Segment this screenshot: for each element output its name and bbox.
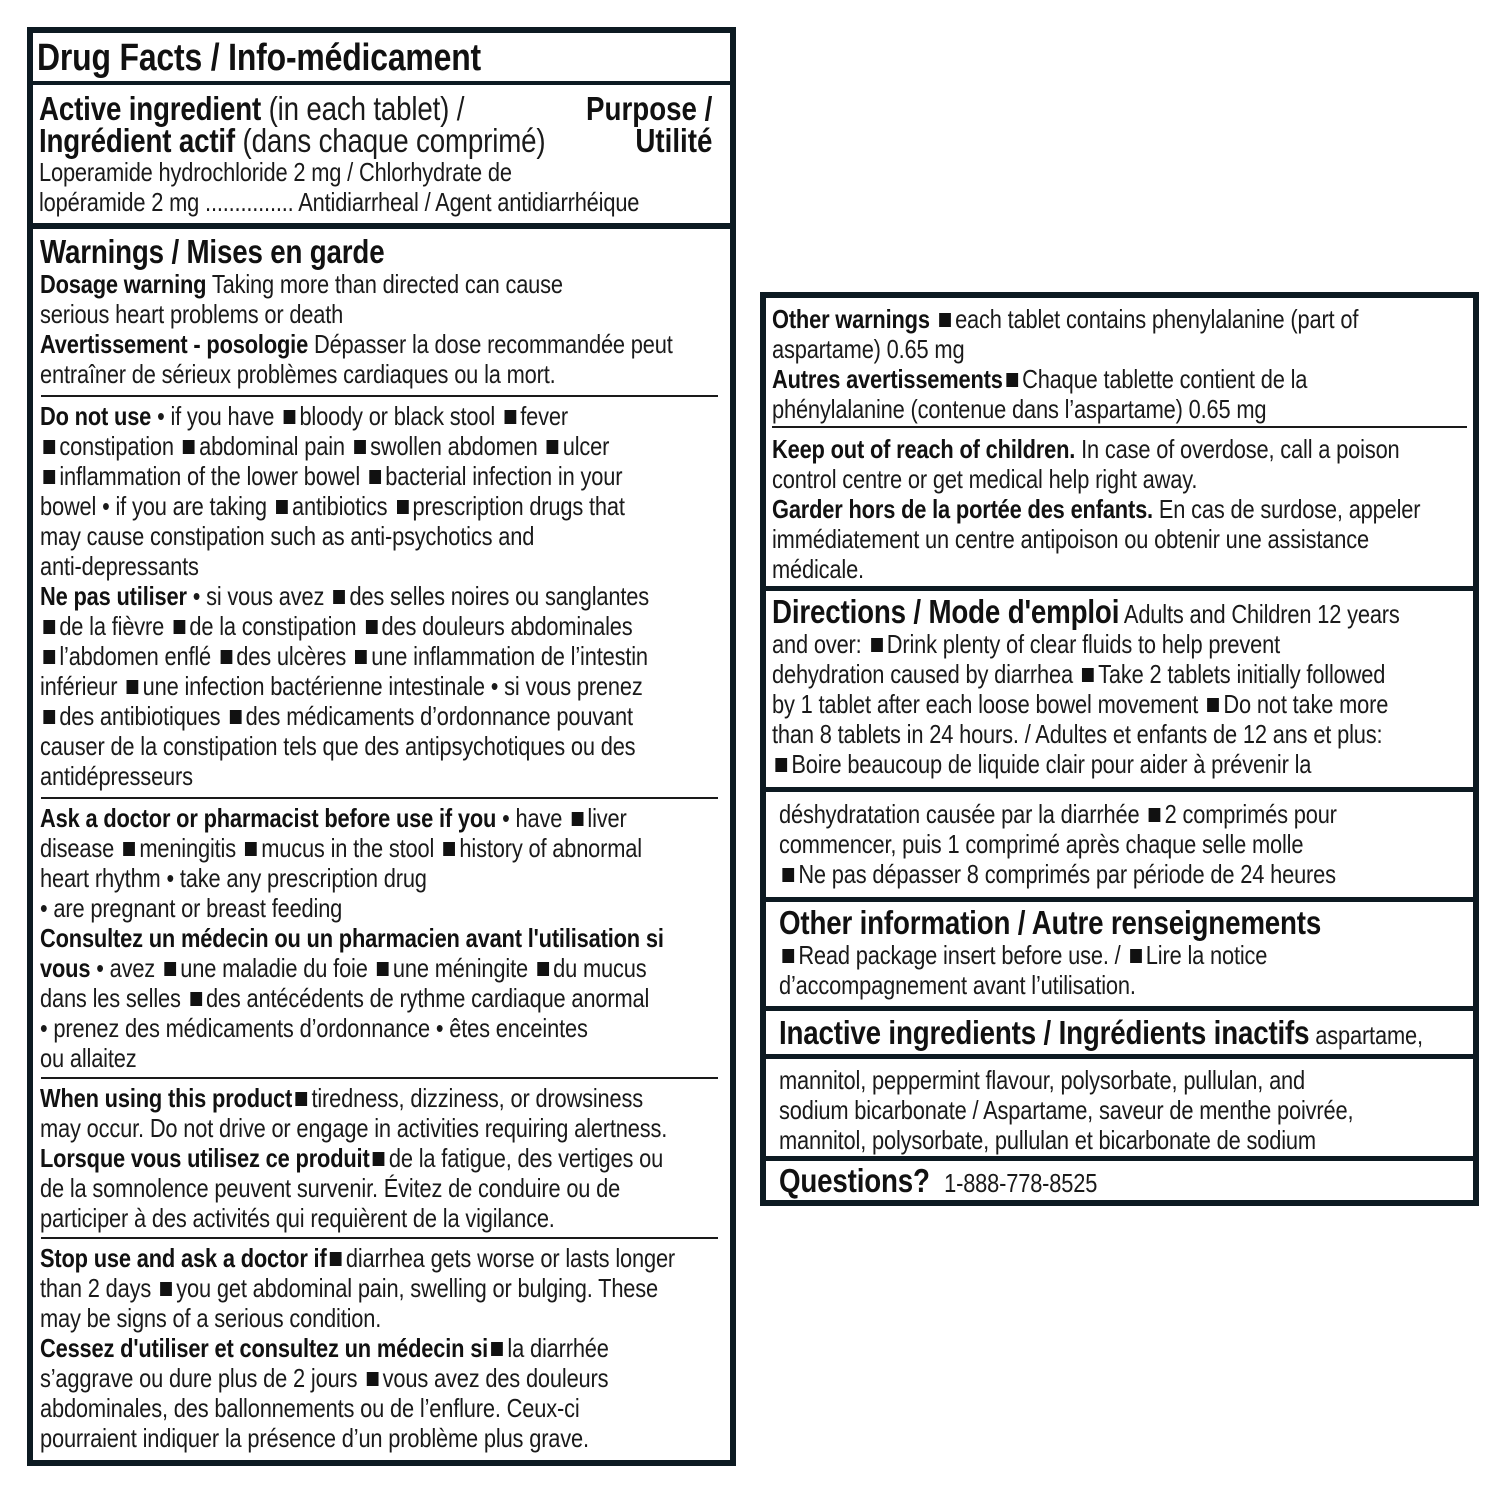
text: constipation [59,431,180,461]
bullet-square-icon [123,842,135,856]
text: déshydratation causée par la diarrhée [779,799,1146,829]
drug-facts-right-panel [760,292,1479,1206]
bullet-square-icon [871,638,883,652]
text: bloody or black stool [299,401,501,431]
bullet-square-icon [571,812,583,826]
text: du mucus [553,953,647,983]
bullet-square-icon [43,620,55,634]
text: mannitol, polysorbate, pullulan et bicarbonate de sodium [779,1125,1316,1155]
dosage-warning-fr-label: Avertissement - posologie [40,329,309,359]
directions-title: Directions / Mode d'emploi [772,595,1120,630]
text: you get abdominal pain, swelling or bulging. These [176,1273,659,1303]
text: pourraient indiquer la présence d’un problème plus grave. [40,1423,589,1453]
text: de la fatigue, des vertiges ou [388,1143,664,1173]
bullet-square-icon [245,842,257,856]
inactive-continued-section [766,1065,1473,1161]
text: control centre or get medical help right away. [772,464,1198,494]
text: than 8 tablets in 24 hours. / Adultes et enfants de 12 ans et plus: [772,719,1383,749]
text: une méningite [392,953,534,983]
other-warnings-section [766,304,1473,428]
text: dehydration caused by diarrhea [772,659,1079,689]
text: • prenez des médicaments d’ordonnance • êtes enceintes [40,1013,588,1043]
title-section [33,33,730,81]
text: • si vous avez [186,581,331,611]
dosage-warning-text-2: serious heart problems or death [40,299,344,329]
text: sodium bicarbonate / Aspartame, saveur de menthe poivrée, [779,1095,1354,1125]
text: des antécédents de rythme cardiaque anormal [205,983,650,1013]
bullet-square-icon [939,313,951,327]
bullet-square-icon [43,440,55,454]
divider [41,1237,718,1239]
bullet-square-icon [782,949,794,963]
active-ingredient-line1: Loperamide hydrochloride 2 mg / Chlorhydrate de [39,157,512,187]
text: des médicaments d’ordonnance pouvant [245,701,633,731]
bullet-square-icon [1130,949,1142,963]
text: may cause constipation such as anti-psychotics and [40,521,535,551]
text: 2 comprimés pour [1164,799,1337,829]
text: inflammation of the lower bowel [59,461,366,491]
text: Ne pas dépasser 8 comprimés par période de 24 heures [798,859,1336,889]
bullet-square-icon [377,962,389,976]
text: ulcer [562,431,610,461]
bullet-square-icon [782,868,794,882]
text: mannitol, peppermint flavour, polysorbate, pullulan, and [779,1065,1306,1095]
active-rule [33,223,730,229]
text: causer de la constipation tels que des antipsychotiques ou des [40,731,636,761]
text: swollen abdomen [370,431,544,461]
section-rule [766,897,1473,902]
text: commencer, puis 1 comprimé après chaque selle molle [779,829,1304,859]
dosage-warning-text: Taking more than directed can cause [206,269,563,299]
active-paren-en: (in each tablet) / [261,93,465,127]
other-warnings-label: Other warnings [772,304,930,334]
text: antibiotics [292,491,394,521]
text: de la constipation [189,611,363,641]
ask-doctor-label: Ask a doctor or pharmacist before use if you [40,803,497,833]
text: une infection bactérienne intestinale • si vous prenez [142,671,643,701]
ask-doctor-section [33,803,730,1075]
autres-avertissements-label: Autres avertissements [772,364,1003,394]
warnings-title: Warnings / Mises en garde [40,235,385,270]
text: Drink plenty of clear fluids to help prevent [886,629,1281,659]
text: des ulcères [236,641,352,671]
text: aspartame, [1309,1020,1423,1050]
text: une inflammation de l’intestin [371,641,648,671]
bullet-square-icon [504,410,516,424]
questions-label: Questions? [779,1164,930,1199]
inactive-title: Inactive ingredients / Ingrédients inactifs [779,1016,1310,1051]
do-not-use-label: Do not use [40,401,152,431]
text: abdominales, des ballonnements ou de l’enflure. Ceux-ci [40,1393,580,1423]
stop-use-section [33,1243,730,1458]
text: bowel • if you are taking [40,491,273,521]
purpose-label-fr: Utilité [634,122,712,159]
active-ingredient-line2: lopéramide 2 mg ............... Antidiarrheal / Agent antidiarrhéique [39,187,640,217]
section-rule [766,1006,1473,1011]
text: diarrhea gets worse or lasts longer [345,1243,676,1273]
bullet-square-icon [276,500,288,514]
consultez-label: Consultez un médecin ou un pharmacien avant l'utilisation si [40,923,664,953]
bullet-square-icon [1207,698,1219,712]
text: une maladie du foie [180,953,374,983]
garder-label: Garder hors de la portée des enfants. [772,494,1153,524]
text: des selles noires ou sanglantes [349,581,649,611]
active-label-en: Active ingredient [39,93,262,127]
text: aspartame) 0.65 mg [772,334,965,364]
text: la diarrhée [507,1333,609,1363]
text: vous avez des douleurs [382,1363,609,1393]
bullet-square-icon [43,710,55,724]
other-info-title: Other information / Autre renseignements [779,906,1322,941]
dosage-warning-fr-text: Dépasser la dose recommandée peut [308,329,673,359]
bullet-square-icon [160,1282,172,1296]
divider [772,426,1467,428]
lorsque-label: Lorsque vous utilisez ce produit [40,1143,370,1173]
bullet-square-icon [190,992,202,1006]
bullet-square-icon [373,1152,385,1166]
bullet-square-icon [164,962,176,976]
text: immédiatement un centre antipoison ou obtenir une assistance [772,524,1369,554]
text: and over: [772,629,868,659]
bullet-square-icon [537,962,549,976]
bullet-square-icon [127,680,139,694]
text: Chaque tablette contient de la [1022,364,1308,394]
bullet-square-icon [333,590,345,604]
bullet-square-icon [183,440,195,454]
bullet-square-icon [366,620,378,634]
text: prescription drugs that [412,491,625,521]
text: meningitis [139,833,242,863]
text: bacterial infection in your [385,461,623,491]
purpose-heading [586,93,712,157]
ne-pas-utiliser-label: Ne pas utiliser [40,581,187,611]
text: heart rhythm • take any prescription drug [40,863,427,893]
text: • are pregnant or breast feeding [40,893,343,923]
text: In case of overdose, call a poison [1075,434,1400,464]
section-rule [766,586,1473,591]
text: may be signs of a serious condition. [40,1303,382,1333]
text: each tablet contains phenylalanine (part of [955,304,1359,334]
text: mucus in the stool [261,833,441,863]
bullet-square-icon [547,440,559,454]
bullet-square-icon [220,650,232,664]
text: inférieur [40,671,124,701]
text: fever [520,401,568,431]
text: • have [496,803,569,833]
other-info-section [766,906,1473,1006]
text: Take 2 tablets initially followed [1098,659,1386,689]
bullet-square-icon [295,1092,307,1106]
text: • if you have [151,401,281,431]
text: d’accompagnement avant l’utilisation. [779,970,1136,1000]
text: anti-depressants [40,551,199,581]
text: des douleurs abdominales [381,611,633,641]
divider [41,1077,718,1079]
phone-number[interactable]: 1-888-778-8525 [944,1168,1098,1198]
text: participer à des activités qui requièrent de la vigilance. [40,1203,555,1233]
do-not-use-section [33,401,730,793]
text: history of abnormal [459,833,642,863]
inactive-section [766,1016,1473,1056]
text: Do not take more [1223,689,1389,719]
directions-section [766,595,1473,785]
bullet-square-icon [330,1252,342,1266]
text: than 2 days [40,1273,157,1303]
text: Read package insert before use. / [798,940,1127,970]
dosage-warning-label: Dosage warning [40,269,207,299]
active-label-fr: Ingrédient actif [39,122,235,159]
drug-facts-left-panel [27,27,736,1466]
dosage-warning-fr-text-2: entraîner de sérieux problèmes cardiaques ou la mort. [40,359,556,389]
text: antidépresseurs [40,761,193,791]
text: l’abdomen enflé [59,641,217,671]
keep-out-label: Keep out of reach of children. [772,434,1076,464]
when-using-section [33,1083,730,1233]
title-rule [33,81,730,85]
text: • avez [90,953,161,983]
stop-use-label: Stop use and ask a doctor if [40,1243,327,1273]
section-rule [766,787,1473,792]
text: liver [587,803,627,833]
bullet-square-icon [369,470,381,484]
bullet-square-icon [1006,373,1018,387]
text: phénylalanine (contenue dans l’aspartame) 0.65 mg [772,394,1267,424]
bullet-square-icon [283,410,295,424]
bullet-square-icon [43,470,55,484]
section-rule [766,1156,1473,1161]
bullet-square-icon [397,500,409,514]
purpose-label: Purpose / [585,93,712,127]
bullet-square-icon [775,758,787,772]
text: by 1 tablet after each loose bowel movement [772,689,1205,719]
text: En cas de surdose, appeler [1152,494,1421,524]
cessez-label: Cessez d'utiliser et consultez un médecin si [40,1333,489,1363]
when-using-label: When using this product [40,1083,293,1113]
bullet-square-icon [354,440,366,454]
text: disease [40,833,121,863]
text: ou allaitez [40,1043,137,1073]
bullet-square-icon [491,1342,503,1356]
bullet-square-icon [1082,668,1094,682]
text: Adults and Children 12 years [1119,599,1400,629]
text: de la somnolence peuvent survenir. Évitez de conduire ou de [40,1173,621,1203]
text: de la fièvre [59,611,171,641]
bullet-square-icon [1149,808,1161,822]
text: tiredness, dizziness, or drowsiness [311,1083,644,1113]
divider [41,797,718,799]
consultez-label-2: vous [40,953,91,983]
questions-section [766,1164,1473,1202]
active-ingredient-section [33,93,730,223]
text: médicale. [772,554,864,584]
text: des antibiotiques [59,701,227,731]
text: may occur. Do not drive or engage in activities requiring alertness. [40,1113,668,1143]
directions-continued-section [766,799,1473,899]
bullet-square-icon [367,1372,379,1386]
bullet-square-icon [443,842,455,856]
active-paren-fr: (dans chaque comprimé) [234,122,546,159]
text: s’aggrave ou dure plus de 2 jours [40,1363,364,1393]
text: abdominal pain [199,431,351,461]
keep-out-section [766,434,1473,586]
text: Boire beaucoup de liquide clair pour aider à prévenir la [791,749,1312,779]
divider [41,395,718,397]
text: dans les selles [40,983,187,1013]
warnings-section [33,235,730,390]
panel-title: Drug Facts / Info-médicament [37,37,482,79]
bullet-square-icon [355,650,367,664]
bullet-square-icon [43,650,55,664]
bullet-square-icon [173,620,185,634]
text: Lire la notice [1145,940,1268,970]
section-rule [766,1054,1473,1059]
bullet-square-icon [230,710,242,724]
